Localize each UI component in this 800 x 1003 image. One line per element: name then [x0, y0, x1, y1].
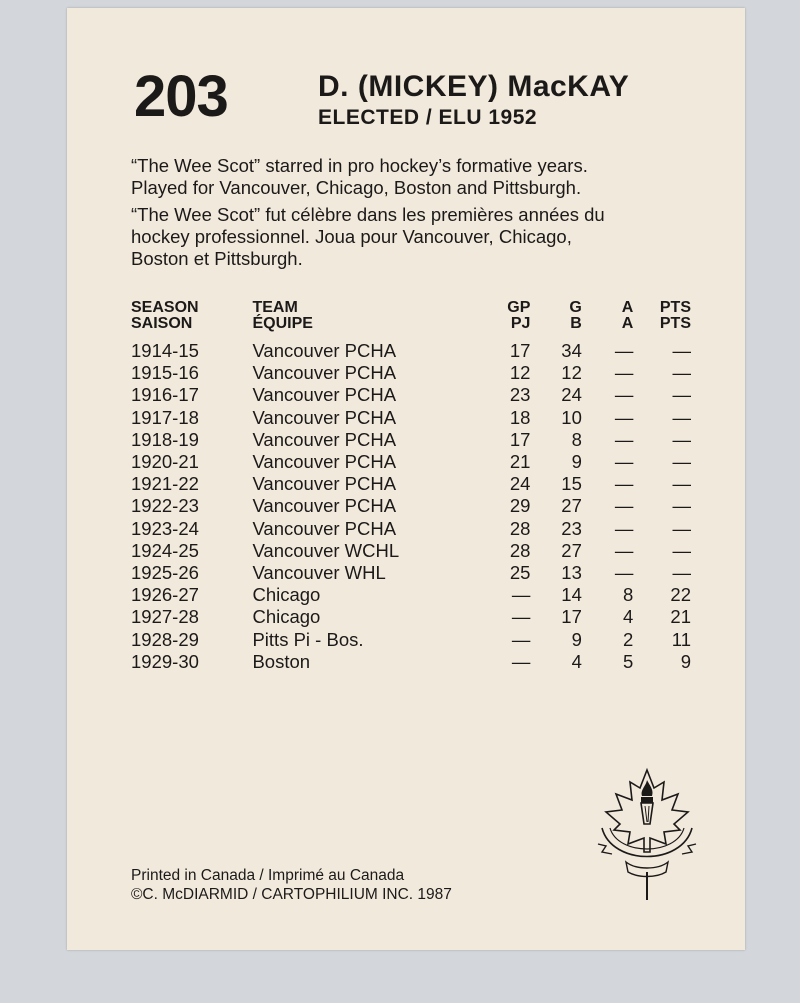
cell-games-played: —	[511, 650, 531, 672]
cell-assists: —	[614, 473, 634, 495]
cell-games-played: 25	[509, 561, 531, 583]
cell-season: 1922-23	[131, 495, 199, 517]
table-row	[131, 562, 691, 584]
cell-games-played: —	[511, 584, 531, 606]
cell-assists: —	[614, 539, 634, 561]
bio-french-line: hockey professionnel. Joua pour Vancouver, Chicago,	[131, 226, 572, 247]
cell-points: —	[672, 406, 691, 428]
cell-season: 1928-29	[131, 628, 199, 650]
card-number: 203	[134, 64, 228, 129]
cell-goals: 4	[571, 650, 582, 672]
stats-header-row	[131, 300, 691, 340]
table-row	[131, 451, 691, 473]
cell-goals: 9	[571, 628, 582, 650]
cell-games-played: —	[511, 606, 531, 628]
cell-assists: —	[614, 428, 634, 450]
cell-games-played: 17	[509, 340, 531, 362]
bio-english	[131, 155, 731, 199]
header-team: TEAM ÉQUIPE	[252, 299, 313, 332]
table-row	[131, 495, 691, 517]
cell-goals: 12	[561, 362, 582, 384]
table-row	[131, 540, 691, 562]
cell-assists: 2	[623, 628, 634, 650]
cell-team: Vancouver PCHA	[252, 473, 397, 495]
cell-points: 21	[670, 606, 691, 628]
cell-games-played: 29	[509, 495, 531, 517]
hockey-hall-of-fame-torch-icon	[592, 766, 702, 911]
table-row	[131, 340, 691, 362]
table-row	[131, 518, 691, 540]
cell-goals: 34	[561, 340, 582, 362]
table-row	[131, 384, 691, 406]
cell-goals: 15	[561, 473, 582, 495]
cell-points: —	[672, 561, 691, 583]
header-points: PTS PTS	[659, 299, 691, 332]
cell-goals: 10	[561, 406, 582, 428]
cell-assists: —	[614, 561, 634, 583]
cell-season: 1915-16	[131, 362, 199, 384]
cell-team: Vancouver PCHA	[252, 362, 397, 384]
cell-team: Vancouver PCHA	[252, 428, 397, 450]
cell-games-played: 24	[509, 473, 531, 495]
cell-assists: —	[614, 362, 634, 384]
cell-assists: —	[614, 384, 634, 406]
cell-season: 1914-15	[131, 340, 199, 362]
copyright-line: ©C. McDIARMID / CARTOPHILIUM INC. 1987	[131, 886, 452, 903]
cell-team: Chicago	[252, 584, 321, 606]
cell-points: 11	[671, 628, 691, 650]
cell-season: 1924-25	[131, 539, 199, 561]
cell-team: Chicago	[252, 606, 321, 628]
header-season: SEASON SAISON	[131, 299, 199, 332]
cell-assists: —	[614, 406, 634, 428]
cell-season: 1926-27	[131, 584, 199, 606]
cell-games-played: 28	[509, 539, 531, 561]
bio-french-line: Boston et Pittsburgh.	[131, 248, 303, 269]
cell-points: —	[672, 384, 691, 406]
cell-points: —	[672, 473, 691, 495]
cell-team: Vancouver PCHA	[252, 517, 397, 539]
cell-goals: 17	[561, 606, 582, 628]
elected-year: ELECTED / ELU 1952	[318, 106, 538, 129]
cell-season: 1920-21	[131, 451, 199, 473]
cell-games-played: 17	[509, 428, 531, 450]
cell-season: 1916-17	[131, 384, 199, 406]
cell-season: 1927-28	[131, 606, 199, 628]
cell-season: 1918-19	[131, 428, 199, 450]
cell-assists: —	[614, 340, 634, 362]
table-row	[131, 473, 691, 495]
cell-goals: 24	[561, 384, 582, 406]
table-row	[131, 628, 691, 650]
cell-points: —	[672, 340, 691, 362]
cell-points: —	[672, 539, 691, 561]
cell-team: Vancouver PCHA	[252, 340, 397, 362]
cell-points: —	[672, 362, 691, 384]
stats-body	[131, 340, 691, 673]
cell-team: Boston	[252, 650, 311, 672]
cell-assists: 5	[623, 650, 634, 672]
table-row	[131, 584, 691, 606]
cell-assists: —	[614, 451, 634, 473]
cell-team: Vancouver PCHA	[252, 451, 397, 473]
cell-games-played: 12	[509, 362, 531, 384]
bio-english-line: Played for Vancouver, Chicago, Boston and Pittsburgh.	[131, 177, 582, 198]
table-row	[131, 606, 691, 628]
hockey-card-back	[67, 8, 745, 950]
cell-season: 1929-30	[131, 650, 199, 672]
cell-games-played: 23	[509, 384, 531, 406]
table-row	[131, 429, 691, 451]
cell-points: —	[672, 495, 691, 517]
cell-season: 1917-18	[131, 406, 199, 428]
cell-goals: 27	[561, 539, 582, 561]
bio-french-line: “The Wee Scot” fut célèbre dans les premières années du	[131, 204, 605, 225]
cell-team: Vancouver PCHA	[252, 495, 397, 517]
cell-points: —	[672, 428, 691, 450]
career-stats-table	[131, 300, 691, 673]
cell-points: 22	[670, 584, 691, 606]
card-footer	[131, 866, 452, 904]
cell-assists: 8	[623, 584, 634, 606]
header-games-played: GP PJ	[507, 299, 531, 332]
cell-points: —	[672, 517, 691, 539]
player-name: D. (MICKEY) MacKAY	[318, 70, 630, 103]
table-row	[131, 362, 691, 384]
cell-season: 1925-26	[131, 561, 199, 583]
cell-team: Vancouver PCHA	[252, 406, 397, 428]
cell-goals: 23	[561, 517, 582, 539]
cell-goals: 14	[561, 584, 582, 606]
cell-games-played: 18	[509, 406, 531, 428]
bio-english-line: “The Wee Scot” starred in pro hockey’s formative years.	[131, 155, 588, 176]
cell-team: Pitts Pi - Bos.	[252, 628, 364, 650]
cell-games-played: 21	[509, 451, 531, 473]
table-row	[131, 407, 691, 429]
cell-points: 9	[680, 650, 691, 672]
cell-goals: 8	[571, 428, 582, 450]
bio-french	[131, 204, 731, 270]
cell-goals: 27	[561, 495, 582, 517]
cell-goals: 13	[561, 561, 582, 583]
cell-season: 1923-24	[131, 517, 199, 539]
cell-games-played: 28	[509, 517, 531, 539]
cell-points: —	[672, 451, 691, 473]
printed-in-canada: Printed in Canada / Imprimé au Canada	[131, 867, 405, 884]
header-goals: G B	[569, 299, 582, 332]
cell-assists: 4	[623, 606, 634, 628]
cell-team: Vancouver PCHA	[252, 384, 397, 406]
cell-team: Vancouver WCHL	[252, 539, 400, 561]
cell-goals: 9	[571, 451, 582, 473]
header-assists: A A	[621, 299, 634, 332]
cell-games-played: —	[511, 628, 531, 650]
cell-team: Vancouver WHL	[252, 561, 386, 583]
cell-assists: —	[614, 517, 634, 539]
cell-season: 1921-22	[131, 473, 199, 495]
table-row	[131, 651, 691, 673]
cell-assists: —	[614, 495, 634, 517]
